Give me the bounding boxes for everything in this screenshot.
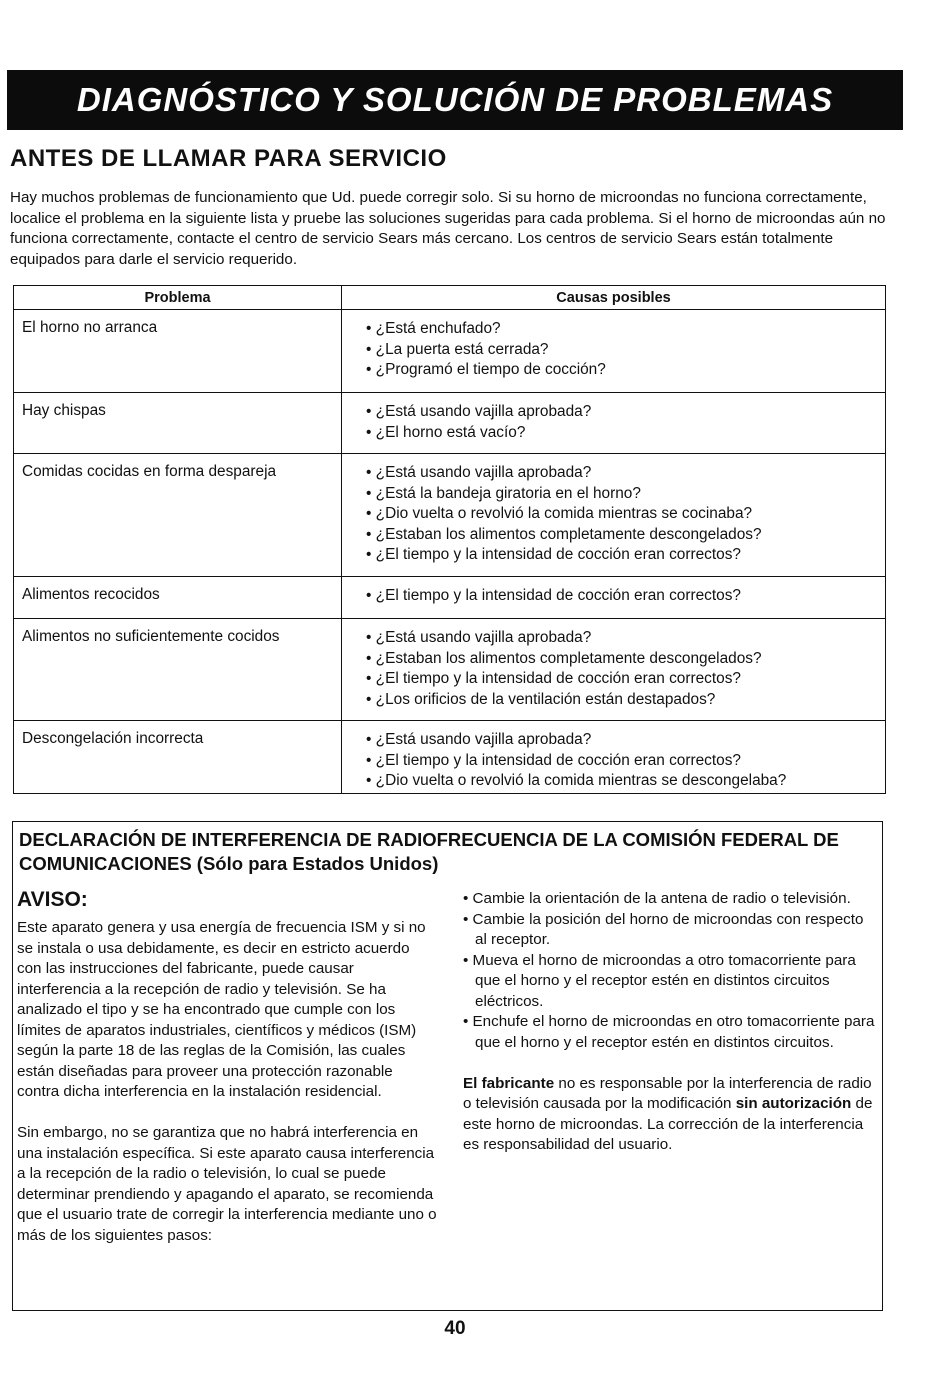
table-header-row <box>14 286 886 310</box>
cause-item: • ¿El tiempo y la intensidad de cocción eran correctos? <box>366 669 877 690</box>
aviso-paragraph: Este aparato genera y usa energía de frecuencia ISM y si no se instala o usa debidamente, es decir en estricto acuerdo con las instrucciones del fabricante, puede causar interferencia a la recepción de radio y televisión. Se ha analizado el tipo y se ha encontrado que cumple con los límites de aparatos industriales, científicos y médicos (ISM) según la parte 18 de las reglas de la Comisión, las cuales están diseñadas para proveer una protección razonable contra dicha interferencia en la instalación residencial. <box>17 919 426 1100</box>
cause-item: • ¿El tiempo y la intensidad de cocción eran correctos? <box>366 545 877 566</box>
problem-cell: El horno no arranca <box>14 310 342 393</box>
problem-cell: Alimentos no suficientemente cocidos <box>14 619 342 721</box>
remedy-steps-list <box>463 889 878 1053</box>
remedy-step: • Cambie la posición del horno de microondas con respecto al receptor. <box>463 910 878 951</box>
problem-cell: Alimentos recocidos <box>14 577 342 619</box>
disclaimer-bold: El fabricante <box>463 1074 555 1092</box>
disclaimer-text: no es responsable por la interferencia de radio o televisión causada por la modificación <box>463 1074 872 1112</box>
problem-cell: Hay chispas <box>14 393 342 454</box>
causes-cell <box>342 454 886 577</box>
problem-cell: Descongelación incorrecta <box>14 721 342 794</box>
cause-item: • ¿Está usando vajilla aprobada? <box>366 628 877 649</box>
cause-item: • ¿Programó el tiempo de cocción? <box>366 360 877 381</box>
header-banner <box>7 70 903 130</box>
header-problem: Problema <box>14 286 342 310</box>
causes-cell <box>342 393 886 454</box>
remedy-column <box>463 889 878 1156</box>
aviso-heading: AVISO: <box>17 888 88 911</box>
problem-cell: Comidas cocidas en forma despareja <box>14 454 342 577</box>
causes-list <box>350 730 877 792</box>
table-row <box>14 454 886 577</box>
cause-item: • ¿El horno está vacío? <box>366 423 877 444</box>
aviso-text <box>17 918 437 1246</box>
table-row <box>14 393 886 454</box>
causes-list <box>350 628 877 710</box>
remedy-step: • Mueva el horno de microondas a otro tomacorriente para que el horno y el receptor estén en distintos circuitos eléctricos. <box>463 951 878 1013</box>
causes-list <box>350 463 877 566</box>
cause-item: • ¿Estaban los alimentos completamente descongelados? <box>366 649 877 670</box>
disclaimer-text: de este horno de microondas. La corrección de la interferencia es responsabilidad del usuario. <box>463 1095 873 1153</box>
causes-list <box>350 402 877 443</box>
table-row <box>14 721 886 794</box>
header-causes: Causas posibles <box>342 286 886 310</box>
cause-item: • ¿Está la bandeja giratoria en el horno? <box>366 484 877 505</box>
causes-cell <box>342 577 886 619</box>
intro-paragraph: Hay muchos problemas de funcionamiento que Ud. puede corregir solo. Si su horno de microondas no funciona correctamente, localice el problema en la siguiente lista y pruebe las soluciones sugeridas para cada problema. Si el horno de microondas aún no funciona correctamente, contacte el centro de servicio Sears más cercano. Los centros de servicio Sears están totalmente equipados para darle el servicio requerido. <box>10 189 886 268</box>
causes-cell <box>342 310 886 393</box>
aviso-paragraph: Sin embargo, no se garantiza que no habrá interferencia en una instalación específica. Si este aparato causa interferencia a la recepción de la radio o televisión, lo cual se puede determinar prendiendo y apagando el aparato, se recomienda que el usuario trate de corregir la interferencia mediante uno o más de los siguientes pasos: <box>17 1124 437 1244</box>
banner-title: DIAGNÓSTICO Y SOLUCIÓN DE PROBLEMAS <box>76 81 834 118</box>
table-row <box>14 619 886 721</box>
cause-item: • ¿Está enchufado? <box>366 319 877 340</box>
causes-list <box>350 319 877 381</box>
table-row <box>14 577 886 619</box>
cause-item: • ¿Los orificios de la ventilación están destapados? <box>366 690 877 711</box>
causes-cell <box>342 619 886 721</box>
causes-list <box>350 586 877 607</box>
cause-item: • ¿Está usando vajilla aprobada? <box>366 463 877 484</box>
cause-item: • ¿El tiempo y la intensidad de cocción eran correctos? <box>366 586 877 607</box>
disclaimer-bold: sin autorización <box>735 1095 852 1112</box>
table-row <box>14 310 886 393</box>
cause-item: • ¿La puerta está cerrada? <box>366 340 877 361</box>
fcc-title: DECLARACIÓN DE INTERFERENCIA DE RADIOFRECUENCIA DE LA COMISIÓN FEDERAL DE COMUNICACIONES (Sólo para Estados Unidos) <box>19 829 839 874</box>
cause-item: • ¿Está usando vajilla aprobada? <box>366 730 877 751</box>
cause-item: • ¿El tiempo y la intensidad de cocción eran correctos? <box>366 751 877 772</box>
cause-item: • ¿Está usando vajilla aprobada? <box>366 402 877 423</box>
causes-cell <box>342 721 886 794</box>
manufacturer-disclaimer <box>463 1074 878 1156</box>
cause-item: • ¿Estaban los alimentos completamente descongelados? <box>366 525 877 546</box>
section-title: ANTES DE LLAMAR PARA SERVICIO <box>10 145 447 172</box>
page-number: 40 <box>444 1318 466 1339</box>
cause-item: • ¿Dio vuelta o revolvió la comida mientras se cocinaba? <box>366 504 877 525</box>
remedy-step: • Enchufe el horno de microondas en otro tomacorriente para que el horno y el receptor estén en distintos circuitos. <box>463 1012 878 1053</box>
troubleshooting-table <box>13 285 886 794</box>
cause-item: • ¿Dio vuelta o revolvió la comida mientras se descongelaba? <box>366 771 877 792</box>
remedy-step: • Cambie la orientación de la antena de radio o televisión. <box>463 889 878 910</box>
fcc-statement-box <box>12 821 883 1311</box>
